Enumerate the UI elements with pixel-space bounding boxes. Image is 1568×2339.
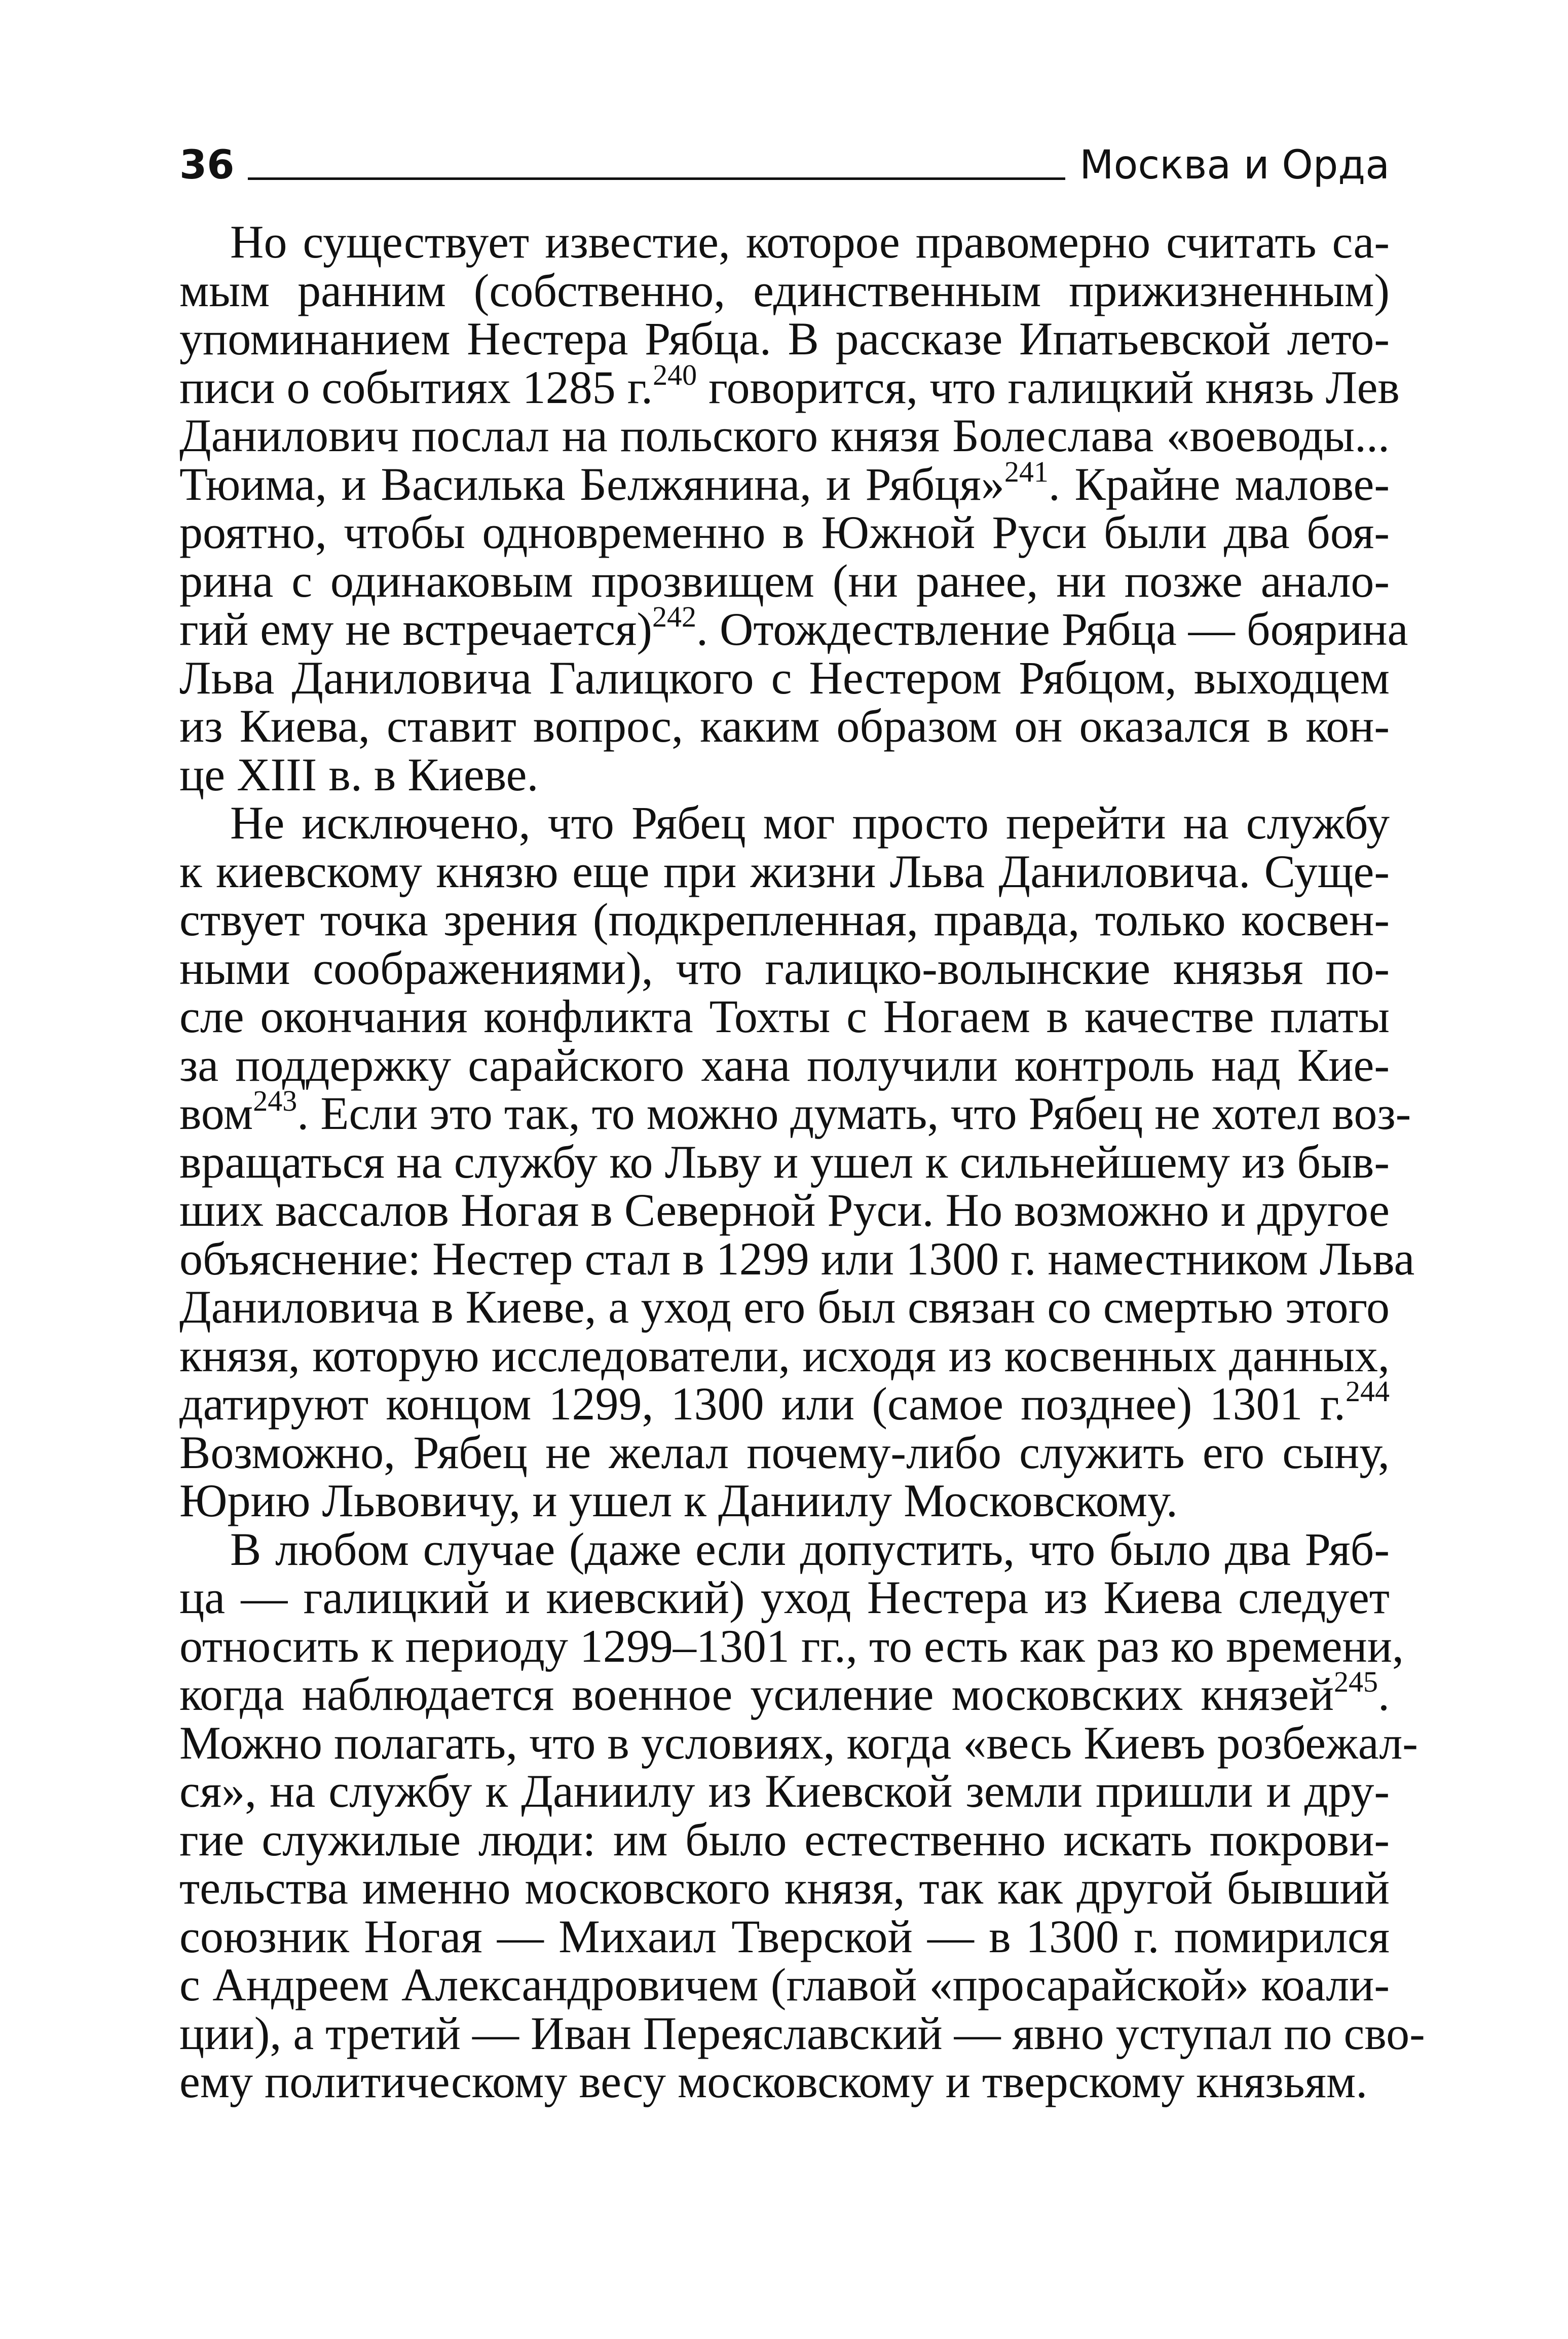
text-line [179,944,1390,993]
text-run: ными соображениями), что галицко-волынские князья по- [179,942,1390,994]
text-line [179,1186,1390,1235]
text-run: В любом случае (даже если допустить, что было два Ряб- [230,1523,1390,1575]
text-line [179,748,1390,800]
text-line [179,1232,1415,1285]
text-line [179,218,1390,267]
text-line [179,600,1408,655]
text-run: ших вассалов Ногая в Северной Руси. Но возможно и другое [179,1184,1390,1236]
text-line [179,1864,1390,1913]
footnote-ref: 243 [253,1084,297,1117]
header-rule [248,177,1066,180]
text-line [179,1961,1390,2009]
text-run: тельства именно московского князя, так как другой бывший [179,1862,1390,1914]
text-run: . [1378,1668,1390,1720]
text-line [179,1283,1390,1332]
text-line [179,1910,1390,1962]
text-line [179,1477,1390,1525]
text-line [179,1571,1390,1623]
footnote-ref: 245 [1334,1665,1378,1698]
text-line [179,1041,1390,1090]
text-run: . Крайне малове- [1048,458,1390,510]
text-line [179,455,1390,510]
text-run: Даниловича в Киеве, а уход его был связан со смертью этого [179,1281,1390,1333]
text-line [179,651,1390,704]
text-run: Возможно, Рябец не желал почему-либо служить его сыну, [179,1426,1390,1478]
text-run: це XIII в. в Киеве. [179,748,539,800]
text-run: Льва Даниловича Галицкого с Нестером Рябцом, выходцем [179,651,1390,704]
text-run: из Киева, ставит вопрос, каким образом он оказался в кон- [179,700,1390,752]
footnote-ref: 241 [1004,455,1049,488]
text-line [179,1375,1390,1430]
text-line [179,1329,1390,1381]
text-run: когда наблюдается военное усиление московских князей [179,1668,1334,1720]
text-line [179,993,1390,1041]
text-run: сле окончания конфликта Тохты с Ногаем в качестве платы [179,991,1390,1042]
text-run: . Отождествление Рябца — боярина [696,603,1408,655]
text-run: относить к периоду 1299–1301 гг., то есть как раз ко времени, [179,1620,1404,1672]
text-run: писи о событиях 1285 г. [179,361,653,413]
text-line [179,1665,1390,1720]
book-title: Москва и Орда [1079,142,1390,188]
text-run: ствует точка зрения (подкрепленная, правда, только косвен- [179,894,1390,945]
body-text [179,216,1425,2107]
text-run: Можно полагать, что в условиях, когда «весь Киевъ розбежал- [179,1716,1418,1769]
text-line [179,1525,1390,1574]
text-line [179,1084,1411,1139]
text-line [179,264,1390,316]
text-line [179,799,1390,848]
text-run: Но существует известие, которое правомерно считать са- [230,216,1390,268]
text-run: вращаться на службу ко Льву и ушел к сильнейшему из быв- [179,1136,1390,1188]
paragraph [179,216,1408,800]
footnote-ref: 240 [653,358,697,391]
text-run: ции), а третий — Иван Переяславский — явно уступал по сво- [179,2007,1425,2059]
text-run: ему политическому весу московскому и тверскому князьям. [179,2056,1368,2107]
text-run: вом [179,1087,253,1139]
text-line [179,2058,1390,2106]
text-run: объяснение: Нестер стал в 1299 или 1300 г. наместником Льва [179,1232,1415,1285]
text-run: мым ранним (собственно, единственным прижизненным) [179,264,1390,316]
footnote-ref: 244 [1346,1375,1390,1408]
text-line [179,412,1390,460]
text-line [179,845,1390,897]
text-run: с Андреем Александровичем (главой «просарайской» коали- [179,1959,1390,2011]
text-run: Не исключено, что Рябец мог просто перейти на службу [230,797,1390,849]
text-line [179,2007,1425,2059]
text-line [179,557,1390,606]
text-line [179,1813,1390,1866]
text-run: роятно, чтобы одновременно в Южной Руси были два боя- [179,506,1390,558]
text-line [179,1716,1418,1769]
text-line [179,896,1390,944]
page-number: 36 [179,142,235,188]
text-line [179,508,1390,557]
text-run: гий ему не встречается) [179,603,652,655]
text-line [179,702,1390,751]
text-line [179,1620,1404,1672]
text-run: Тюима, и Василька Белжянина, и Рябця» [179,458,1004,510]
text-run: Юрию Львовичу, и ушел к Даниилу Московскому. [179,1475,1178,1526]
text-run: ца — галицкий и киевский) уход Нестера из Киева следует [179,1571,1390,1623]
text-run: князя, которую исследователи, исходя из косвенных данных, [179,1329,1390,1381]
text-run: к киевскому князю еще при жизни Льва Даниловича. Суще- [179,845,1390,897]
paragraph [179,1523,1425,2107]
text-run: упоминанием Нестера Рябца. В рассказе Ипатьевской лето- [179,313,1390,364]
paragraph [179,797,1415,1526]
text-run: Данилович послал на польского князя Болеслава «воеводы... [179,410,1390,461]
text-run: говорится, что галицкий князь Лев [697,361,1400,413]
text-run: рина с одинаковым прозвищем (ни ранее, ни позже анало- [179,555,1390,607]
text-run: за поддержку сарайского хана получили контроль над Кие- [179,1039,1390,1091]
footnote-ref: 242 [652,600,696,633]
running-head [179,129,1390,188]
text-run: датируют концом 1299, 1300 или (самое позднее) 1301 г. [179,1378,1346,1430]
text-run: союзник Ногая — Михаил Тверской — в 1300 г. помирился [179,1910,1390,1962]
text-line [179,1138,1390,1187]
text-line [179,1767,1390,1816]
text-run: . Если это так, то можно думать, что Рябец не хотел воз- [297,1087,1411,1139]
text-run: гие служилые люди: им было естественно искать покрови- [179,1813,1390,1866]
text-line [179,1426,1390,1478]
text-line [179,358,1400,413]
text-line [179,315,1390,363]
text-run: ся», на службу к Даниилу из Киевской земли пришли и дру- [179,1765,1390,1817]
